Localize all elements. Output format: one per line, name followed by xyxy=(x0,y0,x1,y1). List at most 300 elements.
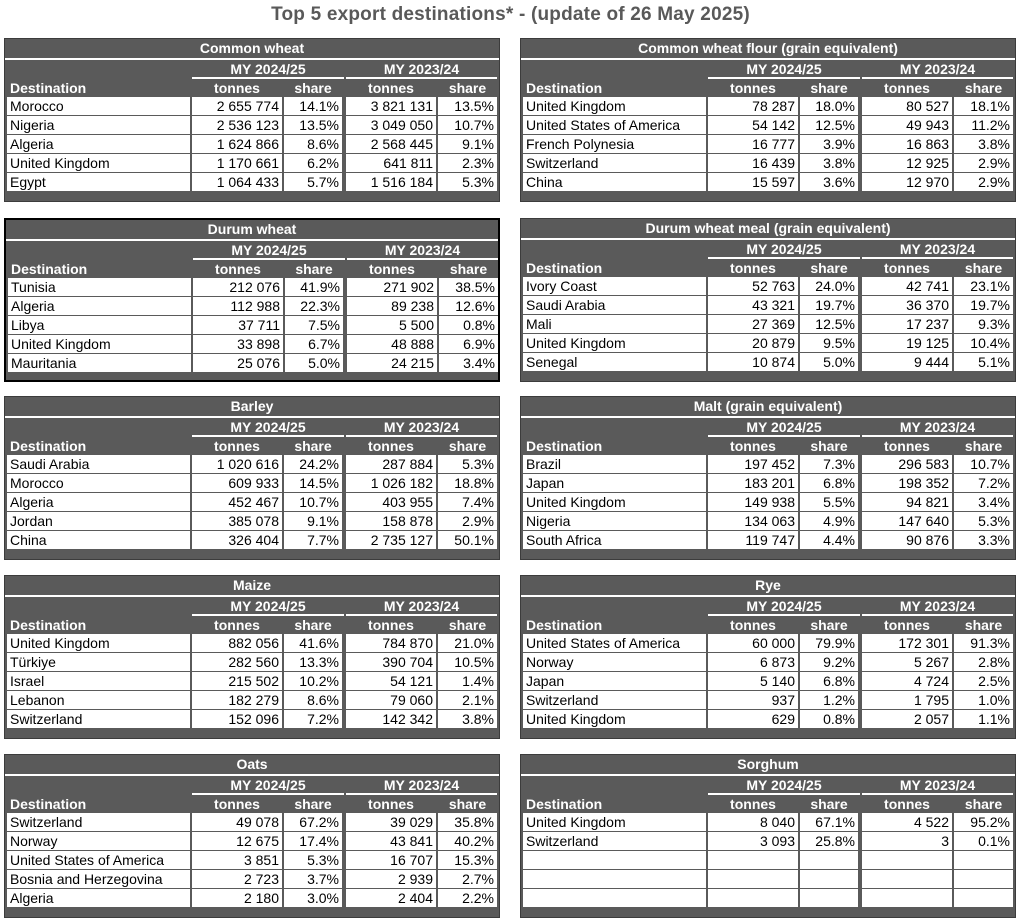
tonnes-2024-25-cell: 78 287 xyxy=(708,97,798,115)
tonnes-2024-25-cell: 54 142 xyxy=(708,116,798,134)
tonnes-2024-25-cell: 60 000 xyxy=(708,634,798,652)
tonnes-2023-24-cell: 36 370 xyxy=(862,296,952,314)
destination-cell: United Kingdom xyxy=(7,634,190,652)
tonnes-2024-25-cell xyxy=(708,889,798,907)
table-title: Malt (grain equivalent) xyxy=(521,397,1015,418)
destination-cell: Türkiye xyxy=(7,653,190,671)
tonnes-2023-24-cell: 19 125 xyxy=(862,334,952,352)
share-2024-25-cell: 13.5% xyxy=(284,116,342,134)
tonnes-2024-25-cell: 12 675 xyxy=(192,832,282,850)
share-2023-24-cell: 38.5% xyxy=(439,278,498,296)
share-2024-25-cell xyxy=(800,870,858,888)
tonnes-header: tonnes xyxy=(214,438,260,454)
tonnes-2024-25-cell: 197 452 xyxy=(708,455,798,473)
tonnes-2023-24-cell: 2 735 127 xyxy=(346,531,436,549)
tonnes-2024-25-cell: 134 063 xyxy=(708,512,798,530)
tonnes-2024-25-cell: 2 723 xyxy=(192,870,282,888)
destination-cell: Norway xyxy=(7,832,190,850)
tonnes-2023-24-cell: 784 870 xyxy=(346,634,436,652)
share-2024-25-cell: 7.5% xyxy=(285,316,343,334)
destination-cell: Algeria xyxy=(7,135,190,153)
period-header-2024-25: MY 2024/25 xyxy=(230,61,306,77)
share-2024-25-cell: 13.3% xyxy=(284,653,342,671)
table-row xyxy=(5,634,499,653)
destination-cell xyxy=(523,889,706,907)
share-2023-24-cell: 21.0% xyxy=(438,634,497,652)
table-row xyxy=(521,653,1015,672)
table-row xyxy=(521,455,1015,474)
tonnes-2023-24-cell: 2 404 xyxy=(346,889,436,907)
share-header: share xyxy=(448,438,487,454)
tonnes-2024-25-cell: 3 851 xyxy=(192,851,282,869)
destination-cell: United States of America xyxy=(523,634,706,652)
tonnes-2024-25-cell: 25 076 xyxy=(193,354,283,372)
table-header xyxy=(521,60,1015,97)
share-2023-24-cell: 3.4% xyxy=(954,493,1013,511)
table-row xyxy=(521,334,1015,353)
tonnes-2023-24-cell: 94 821 xyxy=(862,493,952,511)
period-header-2024-25: MY 2024/25 xyxy=(746,419,822,435)
period-header-2023-24: MY 2023/24 xyxy=(383,419,460,435)
tonnes-2023-24-cell: 287 884 xyxy=(346,455,436,473)
destination-cell: Saudi Arabia xyxy=(523,296,706,314)
tonnes-2024-25-cell: 1 624 866 xyxy=(192,135,282,153)
table-row xyxy=(5,889,499,908)
table-header xyxy=(5,597,499,634)
share-2024-25-cell: 10.2% xyxy=(284,672,342,690)
share-2023-24-cell: 13.5% xyxy=(438,97,497,115)
share-2024-25-cell: 5.0% xyxy=(800,353,858,371)
table-row xyxy=(521,813,1015,832)
tonnes-2024-25-cell: 112 988 xyxy=(193,297,283,315)
destination-cell: Switzerland xyxy=(523,154,706,172)
share-2024-25-cell: 18.0% xyxy=(800,97,858,115)
tonnes-2023-24-cell: 4 522 xyxy=(862,813,952,831)
share-2023-24-cell: 12.6% xyxy=(439,297,498,315)
table-row xyxy=(521,851,1015,870)
tonnes-2023-24-cell: 42 741 xyxy=(862,277,952,295)
tonnes-2023-24-cell: 17 237 xyxy=(862,315,952,333)
period-header-2024-25: MY 2024/25 xyxy=(231,242,307,258)
share-2023-24-cell xyxy=(954,889,1013,907)
table-row xyxy=(521,691,1015,710)
tonnes-2024-25-cell: 183 201 xyxy=(708,474,798,492)
export-table-4 xyxy=(4,396,500,560)
tonnes-2024-25-cell: 882 056 xyxy=(192,634,282,652)
share-header: share xyxy=(810,438,848,454)
tonnes-2024-25-cell: 2 655 774 xyxy=(192,97,282,115)
share-2023-24-cell: 11.2% xyxy=(954,116,1013,134)
tonnes-2023-24-cell xyxy=(862,889,952,907)
tonnes-2023-24-cell: 198 352 xyxy=(862,474,952,492)
table-row xyxy=(5,813,499,832)
table-row xyxy=(6,297,498,316)
tonnes-header: tonnes xyxy=(369,261,415,277)
destination-cell: China xyxy=(523,173,706,191)
period-header-2023-24: MY 2023/24 xyxy=(383,777,460,793)
share-2023-24-cell: 1.1% xyxy=(954,710,1013,728)
share-2024-25-cell: 6.8% xyxy=(800,672,858,690)
table-row xyxy=(521,832,1015,851)
table-row xyxy=(521,710,1015,729)
share-2023-24-cell: 10.7% xyxy=(954,455,1013,473)
tonnes-2023-24-cell xyxy=(862,870,952,888)
table-title: Common wheat flour (grain equivalent) xyxy=(521,39,1015,60)
tonnes-2023-24-cell: 2 939 xyxy=(346,870,436,888)
page-title: Top 5 export destinations* - (update of 26 May 2025) xyxy=(271,4,750,25)
destination-header: Destination xyxy=(10,796,87,812)
tonnes-header: tonnes xyxy=(730,260,776,276)
tonnes-2024-25-cell: 152 096 xyxy=(192,710,282,728)
tonnes-2023-24-cell: 4 724 xyxy=(862,672,952,690)
share-2023-24-cell: 9.1% xyxy=(438,135,497,153)
share-2023-24-cell: 2.5% xyxy=(954,672,1013,690)
tonnes-2024-25-cell: 3 093 xyxy=(708,832,798,850)
share-2023-24-cell: 3.3% xyxy=(954,531,1013,549)
share-2023-24-cell: 5.3% xyxy=(954,512,1013,530)
destination-cell: Switzerland xyxy=(7,710,190,728)
tonnes-2024-25-cell: 33 898 xyxy=(193,335,283,353)
share-2023-24-cell: 0.1% xyxy=(954,832,1013,850)
share-header: share xyxy=(964,617,1003,633)
share-2024-25-cell: 8.6% xyxy=(284,135,342,153)
tonnes-2023-24-cell: 24 215 xyxy=(347,354,437,372)
destination-cell: Mauritania xyxy=(8,354,191,372)
share-2023-24-cell: 7.4% xyxy=(438,493,497,511)
destination-header: Destination xyxy=(11,261,88,277)
tonnes-2024-25-cell: 43 321 xyxy=(708,296,798,314)
share-2024-25-cell: 9.1% xyxy=(284,512,342,530)
period-header-2024-25: MY 2024/25 xyxy=(230,419,306,435)
destination-cell: Algeria xyxy=(8,297,191,315)
tonnes-2024-25-cell: 27 369 xyxy=(708,315,798,333)
destination-header: Destination xyxy=(526,260,603,276)
destination-cell: Switzerland xyxy=(7,813,190,831)
destination-cell: Brazil xyxy=(523,455,706,473)
tonnes-2024-25-cell: 629 xyxy=(708,710,798,728)
period-header-2024-25: MY 2024/25 xyxy=(746,61,822,77)
table-title: Sorghum xyxy=(521,755,1015,776)
period-header-2023-24: MY 2023/24 xyxy=(899,419,976,435)
share-2023-24-cell: 10.5% xyxy=(438,653,497,671)
share-2023-24-cell: 18.1% xyxy=(954,97,1013,115)
table-row xyxy=(521,870,1015,889)
tonnes-2023-24-cell: 5 500 xyxy=(347,316,437,334)
tonnes-header: tonnes xyxy=(368,438,414,454)
share-2024-25-cell: 10.7% xyxy=(284,493,342,511)
share-2023-24-cell: 1.0% xyxy=(954,691,1013,709)
share-2024-25-cell: 4.9% xyxy=(800,512,858,530)
share-2024-25-cell: 0.8% xyxy=(800,710,858,728)
tonnes-2024-25-cell: 8 040 xyxy=(708,813,798,831)
share-header: share xyxy=(449,261,488,277)
table-title: Durum wheat xyxy=(6,220,498,241)
table-row xyxy=(6,335,498,354)
tonnes-2024-25-cell: 16 777 xyxy=(708,135,798,153)
tonnes-2023-24-cell: 48 888 xyxy=(347,335,437,353)
share-header: share xyxy=(810,80,848,96)
table-row xyxy=(6,354,498,373)
share-header: share xyxy=(810,796,848,812)
tonnes-2023-24-cell: 403 955 xyxy=(346,493,436,511)
table-row xyxy=(6,278,498,297)
table-row xyxy=(5,870,499,889)
destination-cell: Nigeria xyxy=(523,512,706,530)
share-2023-24-cell: 1.4% xyxy=(438,672,497,690)
share-2023-24-cell: 95.2% xyxy=(954,813,1013,831)
table-row xyxy=(5,135,499,154)
share-2023-24-cell: 5.3% xyxy=(438,455,497,473)
destination-cell: Nigeria xyxy=(7,116,190,134)
tonnes-2024-25-cell: 119 747 xyxy=(708,531,798,549)
tonnes-2023-24-cell: 172 301 xyxy=(862,634,952,652)
table-row xyxy=(521,353,1015,372)
tonnes-2024-25-cell: 5 140 xyxy=(708,672,798,690)
share-header: share xyxy=(448,80,487,96)
destination-cell: Japan xyxy=(523,672,706,690)
share-2023-24-cell: 10.4% xyxy=(954,334,1013,352)
tonnes-2024-25-cell: 1 170 661 xyxy=(192,154,282,172)
period-header-2023-24: MY 2023/24 xyxy=(899,61,976,77)
period-header-2023-24: MY 2023/24 xyxy=(899,598,976,614)
table-row xyxy=(5,512,499,531)
tonnes-2023-24-cell: 49 943 xyxy=(862,116,952,134)
share-2024-25-cell: 8.6% xyxy=(284,691,342,709)
tonnes-2024-25-cell xyxy=(708,870,798,888)
tonnes-2023-24-cell: 3 049 050 xyxy=(346,116,436,134)
table-header xyxy=(521,240,1015,277)
tonnes-header: tonnes xyxy=(884,260,930,276)
tonnes-2023-24-cell: 90 876 xyxy=(862,531,952,549)
table-body xyxy=(5,634,499,729)
tonnes-2024-25-cell: 15 597 xyxy=(708,173,798,191)
tonnes-2023-24-cell: 1 026 182 xyxy=(346,474,436,492)
share-2023-24-cell: 2.9% xyxy=(954,173,1013,191)
destination-header: Destination xyxy=(526,796,603,812)
tonnes-header: tonnes xyxy=(368,796,414,812)
share-header: share xyxy=(964,796,1003,812)
tonnes-2024-25-cell: 49 078 xyxy=(192,813,282,831)
destination-cell: Norway xyxy=(523,653,706,671)
table-title: Oats xyxy=(5,755,499,776)
destination-cell: Ivory Coast xyxy=(523,277,706,295)
table-body xyxy=(5,813,499,908)
table-row xyxy=(5,455,499,474)
table-body xyxy=(521,634,1015,729)
table-header xyxy=(521,418,1015,455)
share-header: share xyxy=(295,261,333,277)
period-header-2024-25: MY 2024/25 xyxy=(746,777,822,793)
table-row xyxy=(521,135,1015,154)
tonnes-2023-24-cell: 39 029 xyxy=(346,813,436,831)
tonnes-2024-25-cell: 149 938 xyxy=(708,493,798,511)
table-body xyxy=(521,277,1015,372)
period-header-2023-24: MY 2023/24 xyxy=(384,242,461,258)
table-header xyxy=(5,418,499,455)
tonnes-header: tonnes xyxy=(368,80,414,96)
tonnes-2023-24-cell: 3 821 131 xyxy=(346,97,436,115)
tonnes-2023-24-cell: 641 811 xyxy=(346,154,436,172)
table-row xyxy=(521,531,1015,550)
period-header-2024-25: MY 2024/25 xyxy=(746,241,822,257)
destination-cell: Tunisia xyxy=(8,278,191,296)
tonnes-2023-24-cell: 142 342 xyxy=(346,710,436,728)
period-header-2023-24: MY 2023/24 xyxy=(383,598,460,614)
table-body xyxy=(5,97,499,192)
tonnes-header: tonnes xyxy=(214,796,260,812)
share-2023-24-cell: 18.8% xyxy=(438,474,497,492)
destination-cell: French Polynesia xyxy=(523,135,706,153)
table-row xyxy=(521,116,1015,135)
share-2024-25-cell: 41.6% xyxy=(284,634,342,652)
export-table-9 xyxy=(520,754,1016,918)
tonnes-2024-25-cell: 52 763 xyxy=(708,277,798,295)
share-header: share xyxy=(810,260,848,276)
share-2024-25-cell: 67.2% xyxy=(284,813,342,831)
destination-cell: United Kingdom xyxy=(523,710,706,728)
destination-cell: United Kingdom xyxy=(523,493,706,511)
share-2024-25-cell: 6.7% xyxy=(285,335,343,353)
share-2024-25-cell: 22.3% xyxy=(285,297,343,315)
destination-cell: Switzerland xyxy=(523,832,706,850)
share-2023-24-cell: 19.7% xyxy=(954,296,1013,314)
destination-cell: United Kingdom xyxy=(523,813,706,831)
destination-cell: Bosnia and Herzegovina xyxy=(7,870,190,888)
share-2024-25-cell: 79.9% xyxy=(800,634,858,652)
share-2023-24-cell: 2.2% xyxy=(438,889,497,907)
destination-cell xyxy=(523,851,706,869)
tonnes-2023-24-cell: 158 878 xyxy=(346,512,436,530)
share-2023-24-cell: 35.8% xyxy=(438,813,497,831)
destination-cell: Algeria xyxy=(7,493,190,511)
destination-header: Destination xyxy=(10,617,87,633)
share-2024-25-cell: 5.3% xyxy=(284,851,342,869)
table-row xyxy=(521,634,1015,653)
tonnes-2023-24-cell: 2 568 445 xyxy=(346,135,436,153)
table-row xyxy=(521,493,1015,512)
table-row xyxy=(521,154,1015,173)
tonnes-2024-25-cell: 452 467 xyxy=(192,493,282,511)
tonnes-2024-25-cell: 215 502 xyxy=(192,672,282,690)
tonnes-2023-24-cell: 12 925 xyxy=(862,154,952,172)
export-table-3 xyxy=(520,218,1016,382)
tonnes-2024-25-cell: 182 279 xyxy=(192,691,282,709)
destination-cell: Libya xyxy=(8,316,191,334)
share-2024-25-cell: 7.2% xyxy=(284,710,342,728)
export-table-6 xyxy=(4,575,500,739)
tonnes-2024-25-cell: 385 078 xyxy=(192,512,282,530)
destination-cell: Egypt xyxy=(7,173,190,191)
table-header xyxy=(521,597,1015,634)
share-header: share xyxy=(448,796,487,812)
share-2024-25-cell: 4.4% xyxy=(800,531,858,549)
tonnes-header: tonnes xyxy=(884,796,930,812)
tonnes-header: tonnes xyxy=(730,796,776,812)
table-header xyxy=(5,776,499,813)
tonnes-2023-24-cell: 390 704 xyxy=(346,653,436,671)
tonnes-header: tonnes xyxy=(214,80,260,96)
destination-cell: United States of America xyxy=(7,851,190,869)
table-row xyxy=(521,512,1015,531)
table-body xyxy=(521,813,1015,908)
destination-cell: Jordan xyxy=(7,512,190,530)
period-header-2024-25: MY 2024/25 xyxy=(230,598,306,614)
destination-cell: United Kingdom xyxy=(8,335,191,353)
destination-cell: Saudi Arabia xyxy=(7,455,190,473)
share-2024-25-cell: 5.0% xyxy=(285,354,343,372)
share-2024-25-cell: 12.5% xyxy=(800,116,858,134)
share-2023-24-cell: 7.2% xyxy=(954,474,1013,492)
table-row xyxy=(5,531,499,550)
share-2024-25-cell: 6.8% xyxy=(800,474,858,492)
table-row xyxy=(5,832,499,851)
tonnes-2023-24-cell: 5 267 xyxy=(862,653,952,671)
tonnes-2023-24-cell: 296 583 xyxy=(862,455,952,473)
share-2024-25-cell: 24.0% xyxy=(800,277,858,295)
share-header: share xyxy=(964,80,1003,96)
share-2023-24-cell: 3.8% xyxy=(438,710,497,728)
destination-cell: United Kingdom xyxy=(523,97,706,115)
share-2024-25-cell: 3.6% xyxy=(800,173,858,191)
tonnes-2024-25-cell: 37 711 xyxy=(193,316,283,334)
destination-header: Destination xyxy=(526,80,603,96)
period-header-2024-25: MY 2024/25 xyxy=(746,598,822,614)
share-2023-24-cell: 9.3% xyxy=(954,315,1013,333)
table-row xyxy=(521,315,1015,334)
share-2024-25-cell: 3.0% xyxy=(284,889,342,907)
tonnes-2023-24-cell: 16 863 xyxy=(862,135,952,153)
share-2023-24-cell xyxy=(954,870,1013,888)
tonnes-2024-25-cell xyxy=(708,851,798,869)
share-2024-25-cell: 3.8% xyxy=(800,154,858,172)
share-2023-24-cell: 2.7% xyxy=(438,870,497,888)
tonnes-2023-24-cell: 2 057 xyxy=(862,710,952,728)
share-2023-24-cell: 50.1% xyxy=(438,531,497,549)
table-row xyxy=(521,173,1015,192)
tonnes-2024-25-cell: 609 933 xyxy=(192,474,282,492)
tonnes-2023-24-cell xyxy=(862,851,952,869)
export-table-7 xyxy=(520,575,1016,739)
table-body xyxy=(5,455,499,550)
tonnes-2024-25-cell: 282 560 xyxy=(192,653,282,671)
tonnes-header: tonnes xyxy=(884,80,930,96)
tonnes-header: tonnes xyxy=(215,261,261,277)
export-table-5 xyxy=(520,396,1016,560)
table-title: Maize xyxy=(5,576,499,597)
table-body xyxy=(521,97,1015,192)
tonnes-2023-24-cell: 80 527 xyxy=(862,97,952,115)
share-2023-24-cell: 5.1% xyxy=(954,353,1013,371)
share-2024-25-cell: 25.8% xyxy=(800,832,858,850)
share-2024-25-cell: 19.7% xyxy=(800,296,858,314)
share-header: share xyxy=(294,438,332,454)
share-2024-25-cell: 7.7% xyxy=(284,531,342,549)
period-header-2023-24: MY 2023/24 xyxy=(383,61,460,77)
share-header: share xyxy=(810,617,848,633)
tonnes-2024-25-cell: 1 064 433 xyxy=(192,173,282,191)
destination-cell: South Africa xyxy=(523,531,706,549)
tonnes-2023-24-cell: 12 970 xyxy=(862,173,952,191)
tonnes-2023-24-cell: 1 795 xyxy=(862,691,952,709)
share-2024-25-cell: 6.2% xyxy=(284,154,342,172)
table-row xyxy=(6,316,498,335)
tonnes-2024-25-cell: 2 180 xyxy=(192,889,282,907)
share-2024-25-cell: 7.3% xyxy=(800,455,858,473)
destination-header: Destination xyxy=(526,438,603,454)
destination-cell: United Kingdom xyxy=(523,334,706,352)
share-2023-24-cell: 40.2% xyxy=(438,832,497,850)
destination-cell: United States of America xyxy=(523,116,706,134)
